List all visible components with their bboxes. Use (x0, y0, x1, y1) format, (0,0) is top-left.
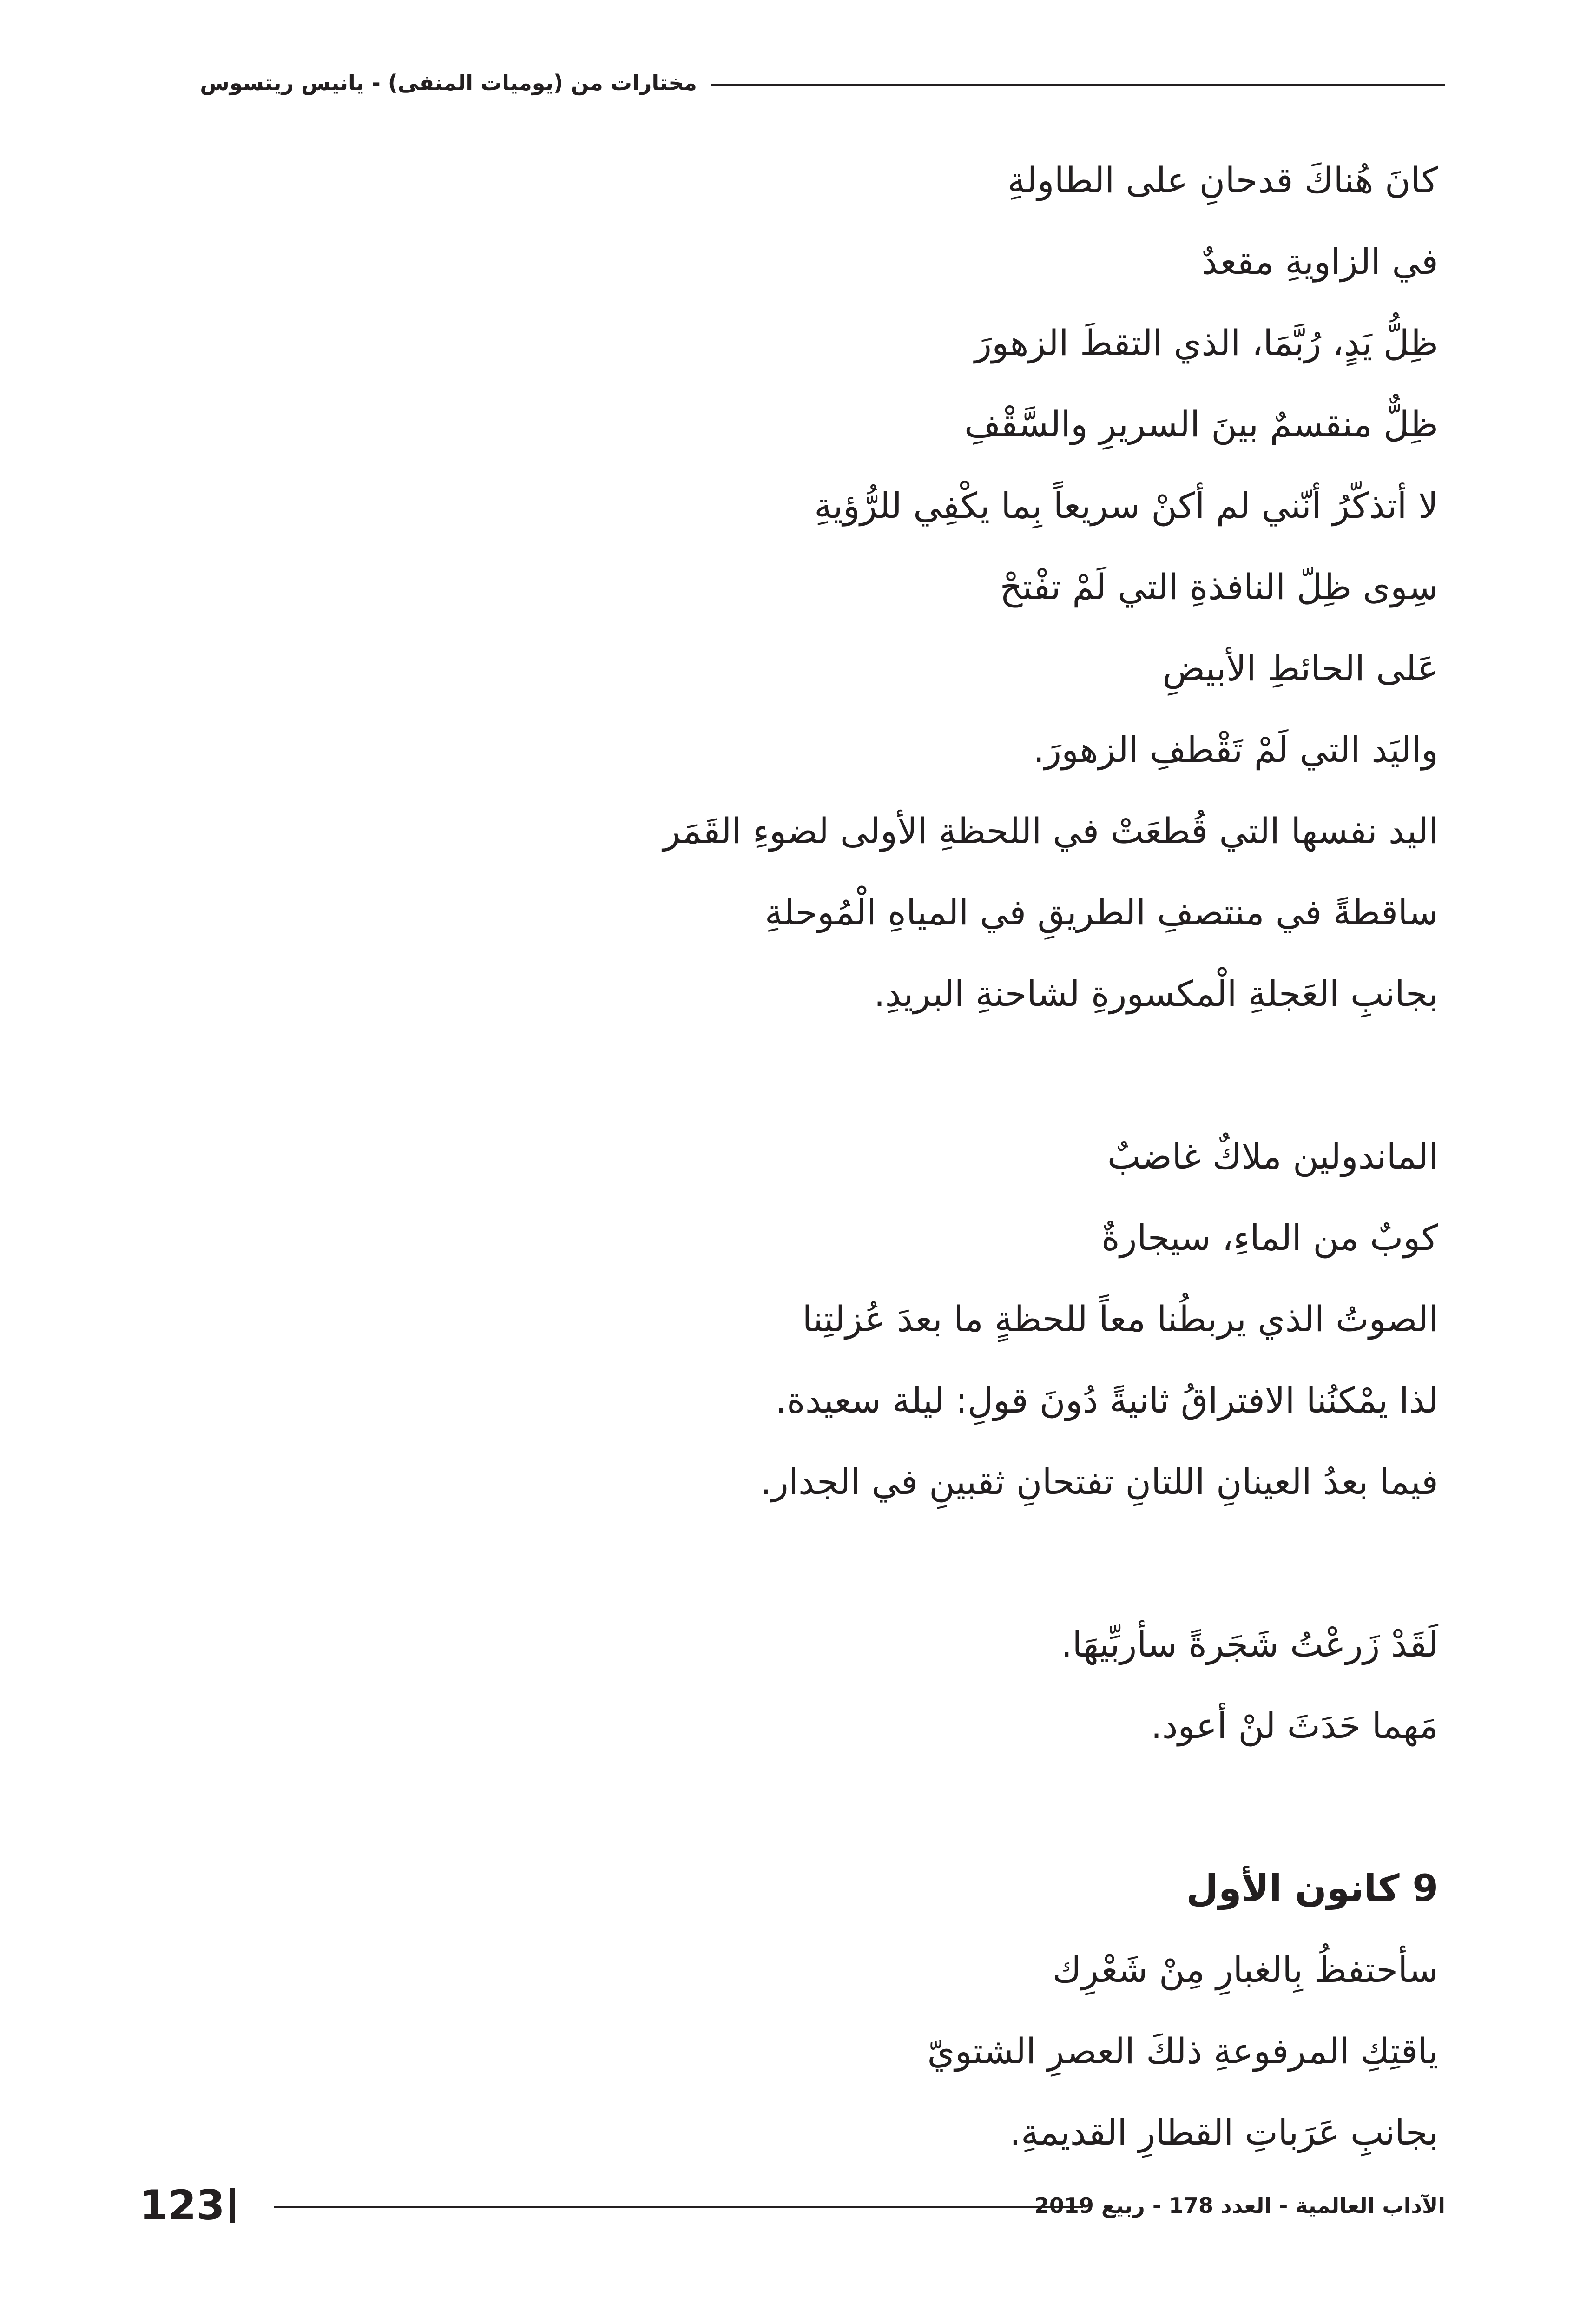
poem-line: كوبٌ من الماءِ، سيجارةٌ (1101, 1217, 1438, 1258)
poem-line: الماندولين ملاكٌ غاضبٌ (1107, 1136, 1438, 1177)
section-heading: 9 كانون الأول (1186, 1867, 1438, 1910)
footer-rule (274, 2206, 1083, 2208)
poem-line: فيما بعدُ العينانِ اللتانِ تفتحانِ ثقبينِ في الجدار. (760, 1461, 1438, 1502)
stanza-break (509, 1766, 1438, 1848)
poem-line: واليَد التي لَمْ تَقْطفِ الزهورَ. (1033, 729, 1438, 770)
poem-line: بجانبِ عَرَباتِ القطارِ القديمةِ. (1009, 2112, 1438, 2153)
poem-line: مَهما حَدَثَ لنْ أعود. (1151, 1705, 1438, 1746)
journal-citation: الآداب العالمية - العدد 178 - ربيع 2019 (1034, 2193, 1445, 2218)
poem-line: اليد نفسها التي قُطعَتْ في اللحظةِ الأولى لضوءِ القَمَر (663, 810, 1438, 852)
poem-line: لذا يمْكنُنا الافتراقُ ثانيةً دُونَ قولِ: ليلة سعيدة. (775, 1380, 1438, 1421)
poem-line: الصوتُ الذي يربطُنا معاً للحظةٍ ما بعدَ عُزلتِنا (802, 1298, 1438, 1340)
poem-line: ياقتِكِ المرفوعةِ ذلكَ العصرِ الشتويّ (927, 2030, 1438, 2072)
page-footer (139, 2180, 1445, 2231)
poem-line: لا أتذكّرُ أنّني لم أكنْ سريعاً بِما يكْفِي للرُّؤيةِ (814, 485, 1438, 526)
poem-line: ساقطةً في منتصفِ الطريقِ في المياهِ الْمُوحلةِ (764, 891, 1438, 933)
poem-line: عَلى الحائطِ الأبيضِ (1162, 647, 1438, 689)
header-rule (711, 84, 1445, 86)
poem-line: كانَ هُناكَ قدحانِ على الطاولةِ (1007, 159, 1438, 201)
poem-line: ظِلُّ يَدٍ، رُبَّمَا، الذي التقطَ الزهورَ (974, 322, 1438, 363)
stanza-break (509, 1522, 1438, 1604)
running-header (139, 64, 1445, 101)
page-number-bar (230, 2188, 235, 2223)
poem-body (509, 139, 1438, 2173)
running-title: مختارات من (يوميات المنفى) - يانيس ريتسوس (200, 70, 697, 95)
poem-line: سِوى ظِلّ النافذةِ التي لَمْ تفْتحْ (1000, 566, 1438, 607)
poem-line: سأحتفظُ بِالغبارِ مِنْ شَعْرِك (1052, 1949, 1438, 1990)
stanza-break (509, 1034, 1438, 1116)
poem-line: بجانبِ العَجلةِ الْمكسورةِ لشاحنةِ البريدِ. (874, 973, 1438, 1014)
poem-line: ظِلٌّ منقسمٌ بينَ السريرِ والسَّقْفِ (964, 403, 1438, 445)
page-number: 123 (139, 2181, 225, 2229)
poem-line: في الزاويةِ مقعدٌ (1201, 241, 1438, 282)
poem-line: لَقَدْ زَرعْتُ شَجَرةً سأربِّيهَا. (1061, 1624, 1438, 1665)
